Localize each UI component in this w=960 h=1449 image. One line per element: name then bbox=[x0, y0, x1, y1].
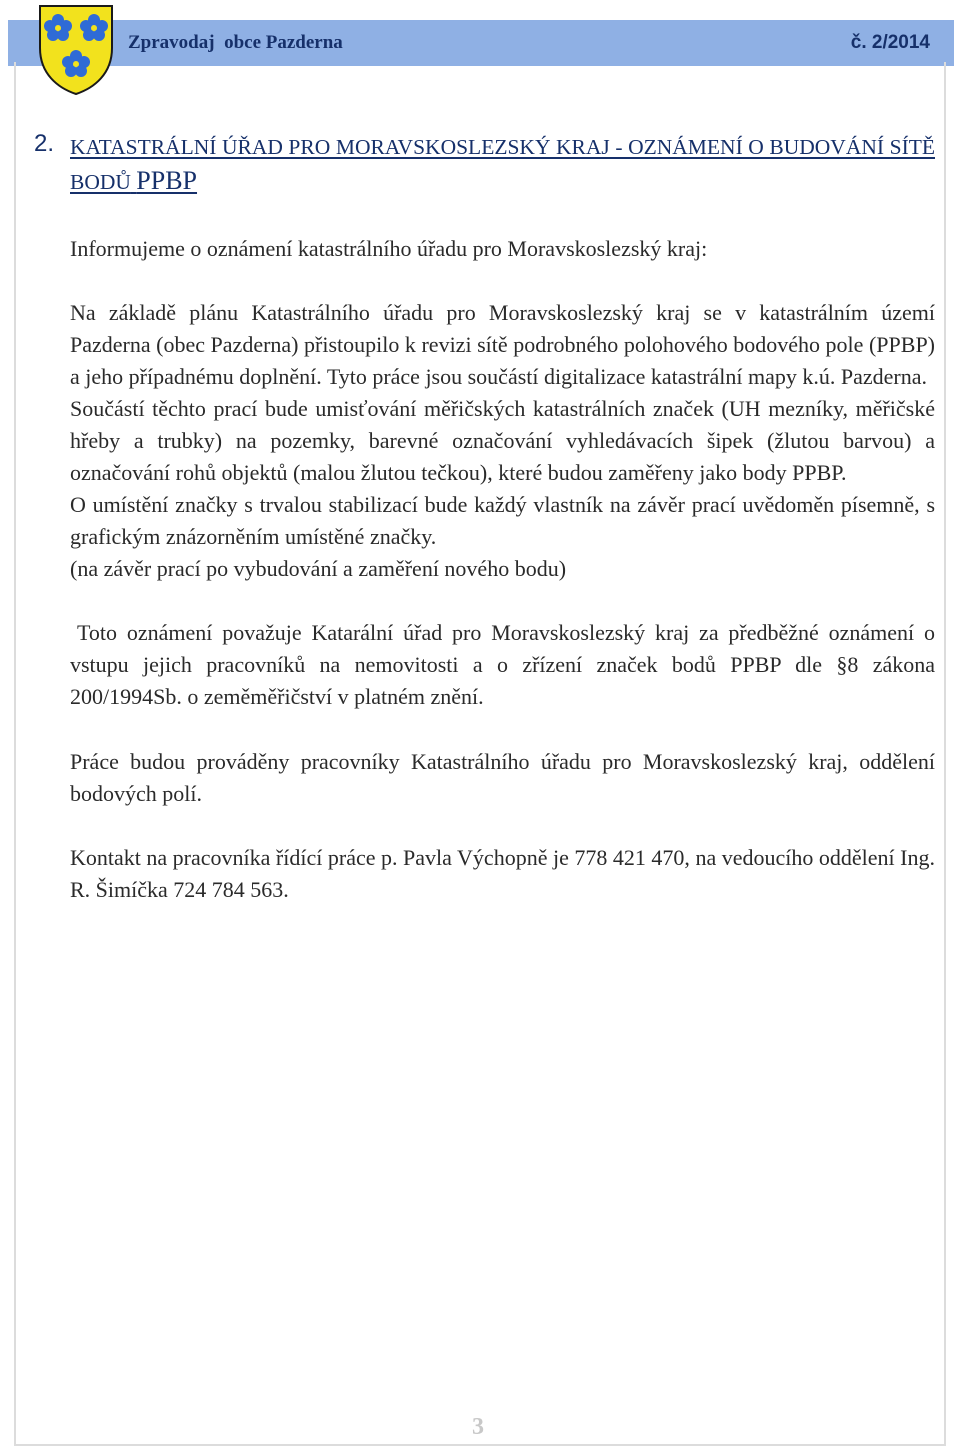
paragraph: O umístění značky s trvalou stabilizací bude každý vlastník na závěr prací uvědoměn písemně, s grafickým znázorněním umístěné značky. bbox=[70, 492, 935, 549]
article-heading-block bbox=[34, 130, 935, 199]
issue-number: č. 2/2014 bbox=[850, 32, 930, 53]
paragraph: Součástí těchto prací bude umisťování měřičských katastrálních značek (UH mezníky, měřičské hřeby a trubky) na pozemky, barevné označování vyhledávacích šipek (žlutou barvou) a označování rohů objektů (malou žlutou tečkou), které budou zaměřeny jako body PPBP. bbox=[70, 396, 935, 485]
article bbox=[34, 130, 935, 906]
newsletter-title: Zpravodaj obce Pazderna bbox=[128, 32, 343, 53]
paragraph: Na základě plánu Katastrálního úřadu pro Moravskoslezský kraj se v katastrálním území Pazderna (obec Pazderna) přistoupilo k revizi sítě podrobného polohového bodového pole (PPBP) a jeho případnému doplnění. Tyto práce jsou součástí digitalizace katastrální mapy k.ú. Pazderna. bbox=[70, 300, 935, 389]
paragraph: (na závěr prací po vybudování a zaměření nového bodu) bbox=[70, 556, 567, 581]
page-number: 3 bbox=[472, 1414, 484, 1440]
paragraph: Kontakt na pracovníka řídící práce p. Pavla Výchopně je 778 421 470, na vedoucího oddělení Ing. R. Šimíčka 724 784 563. bbox=[70, 845, 935, 902]
article-number: 2. bbox=[34, 130, 55, 157]
paragraph: Toto oznámení považuje Katarální úřad pro Moravskoslezský kraj za předběžné oznámení o vstupu jejich pracovníků na nemovitosti a o zřízení značek bodů PPBP dle §8 zákona 200/1994Sb. o zeměměřičství v platném znění. bbox=[70, 620, 935, 709]
intro-paragraph: Informujeme o oznámení katastrálního úřadu pro Moravskoslezský kraj: bbox=[70, 236, 708, 261]
article-heading bbox=[70, 130, 935, 199]
article-heading-text: KATASTRÁLNÍ ÚŘAD PRO MORAVSKOSLEZSKÝ KRAJ - OZNÁMENÍ O BUDOVÁNÍ SÍTĚ BODŮ bbox=[70, 135, 935, 194]
paragraph: Práce budou prováděny pracovníky Katastrálního úřadu pro Moravskoslezský kraj, oddělení bodových polí. bbox=[70, 749, 935, 806]
article-heading-abbr: PPBP bbox=[136, 166, 198, 195]
